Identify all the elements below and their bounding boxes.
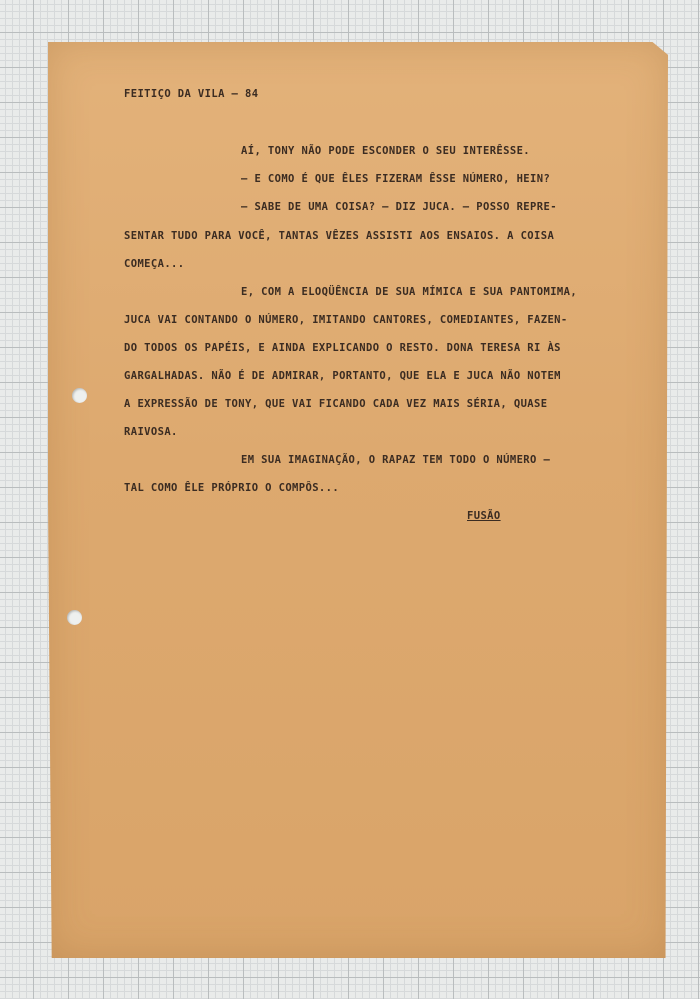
text-line: RAIVOSA. <box>124 426 178 438</box>
text-line: — SABE DE UMA COISA? — DIZ JUCA. — POSSO REPRE- <box>241 201 557 213</box>
scene-cue: FUSÃO <box>467 510 501 522</box>
text-line: A EXPRESSÃO DE TONY, QUE VAI FICANDO CADA VEZ MAIS SÉRIA, QUASE <box>124 398 548 410</box>
text-line: JUCA VAI CONTANDO O NÚMERO, IMITANDO CANTORES, COMEDIANTES, FAZEN- <box>124 314 568 326</box>
text-line: GARGALHADAS. NÃO É DE ADMIRAR, PORTANTO, QUE ELA E JUCA NÃO NOTEM <box>124 370 561 382</box>
text-line: — E COMO É QUE ÊLES FIZERAM ÊSSE NÚMERO, HEIN? <box>241 173 551 185</box>
text-line: E, COM A ELOQÜÊNCIA DE SUA MÍMICA E SUA PANTOMIMA, <box>241 286 578 298</box>
page-header: FEITIÇO DA VILA — 84 <box>124 88 259 100</box>
text-line: COMEÇA... <box>124 258 185 270</box>
text-line: TAL COMO ÊLE PRÓPRIO O COMPÔS... <box>124 482 340 494</box>
text-line: AÍ, TONY NÃO PODE ESCONDER O SEU INTERÊSSE. <box>241 145 531 157</box>
text-line: SENTAR TUDO PARA VOCÊ, TANTAS VÊZES ASSISTI AOS ENSAIOS. A COISA <box>124 230 555 242</box>
text-line: DO TODOS OS PAPÉIS, E AINDA EXPLICANDO O RESTO. DONA TERESA RI ÀS <box>124 342 561 354</box>
punch-hole <box>72 388 87 403</box>
text-line: EM SUA IMAGINAÇÃO, O RAPAZ TEM TODO O NÚMERO — <box>241 454 551 466</box>
punch-hole <box>67 610 82 625</box>
